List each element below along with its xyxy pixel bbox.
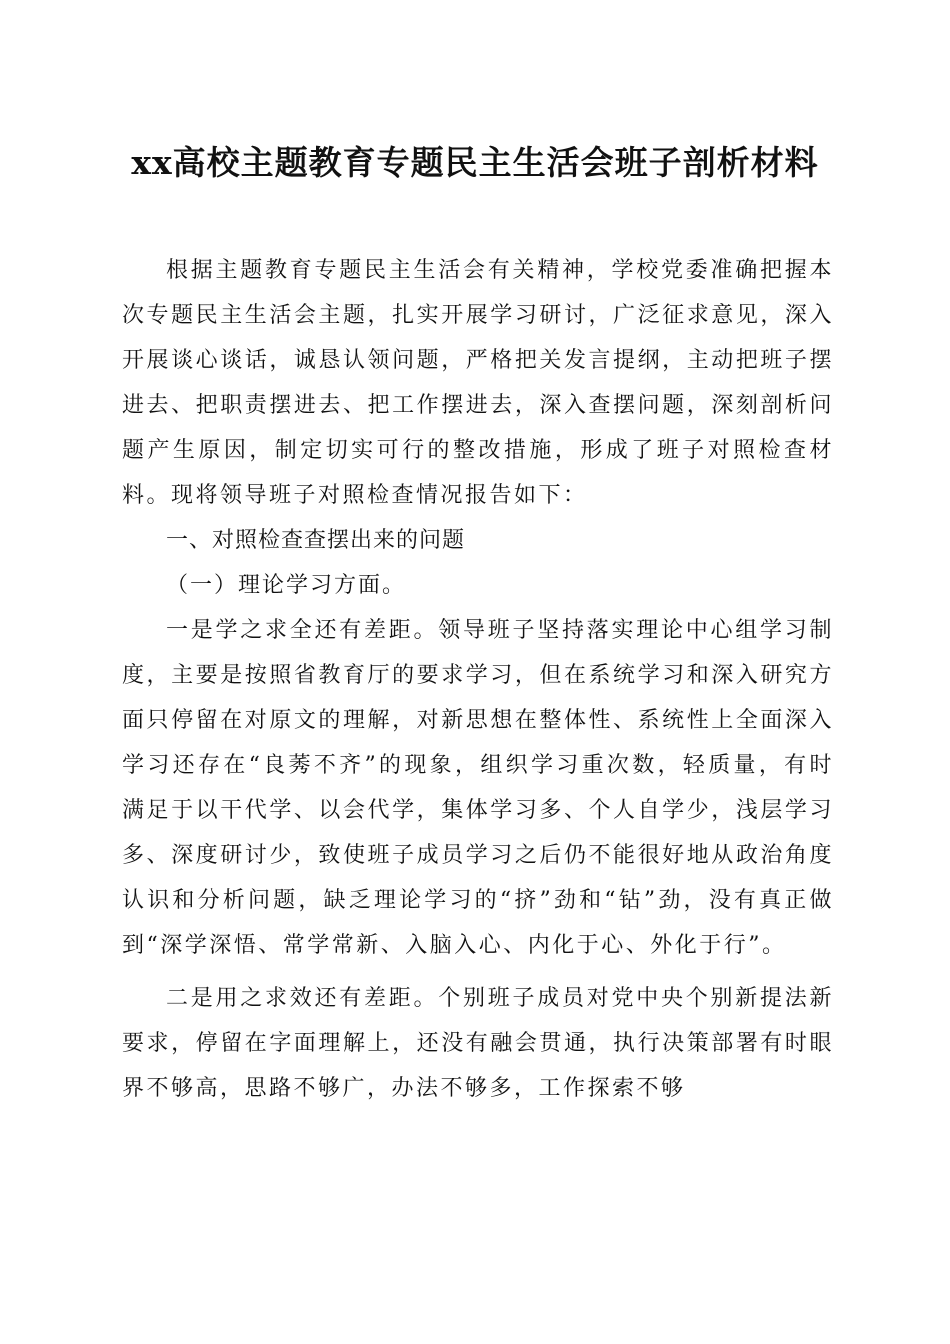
- document-body: [122, 248, 834, 1111]
- body-paragraph: 一是学之求全还有差距。领导班子坚持落实理论中心组学习制度，主要是按照省教育厅的要求学习，但在系统学习和深入研究方面只停留在对原文的理解，对新思想在整体性、系统性上全面深入学习还存在“良莠不齐”的现象，组织学习重次数，轻质量，有时满足于以干代学、以会代学，集体学习多、个人自学少，浅层学习多、深度研讨少，致使班子成员学习之后仍不能很好地从政治角度认识和分析问题，缺乏理论学习的“挤”劲和“钻”劲，没有真正做到“深学深悟、常学常新、入脑入心、内化于心、外化于行”。: [122, 618, 834, 958]
- document-title: xx高校主题教育专题民主生活会班子剖析材料: [131, 143, 819, 182]
- intro-paragraph: 根据主题教育专题民主生活会有关精神，学校党委准确把握本次专题民主生活会主题，扎实开展学习研讨，广泛征求意见，深入开展谈心谈话，诚恳认领问题，严格把关发言提纲，主动把班子摆进去、把职责摆进去、把工作摆进去，深入查摆问题，深刻剖析问题产生原因，制定切实可行的整改措施，形成了班子对照检查材料。现将领导班子对照检查情况报告如下：: [122, 258, 834, 508]
- body-paragraph: 二是用之求效还有差距。个别班子成员对党中央个别新提法新要求，停留在字面理解上，还没有融会贯通，执行决策部署有时眼界不够高，思路不够广，办法不够多，工作探索不够: [122, 986, 834, 1101]
- subsection-heading: （一）理论学习方面。: [166, 573, 407, 598]
- section-heading: 一、对照检查查摆出来的问题: [166, 528, 466, 553]
